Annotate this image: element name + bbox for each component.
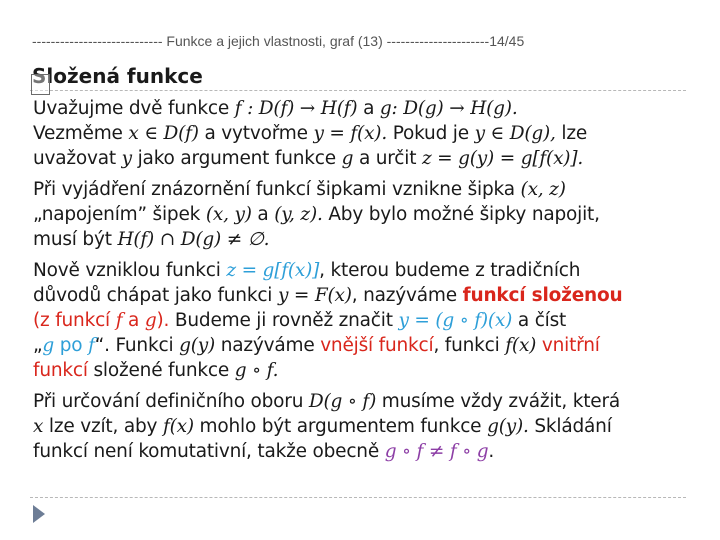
paragraph-composite xyxy=(33,258,693,383)
body-line: Nově vzniklou funkci z = g[f(x)], kterou budeme z tradičních xyxy=(33,260,581,281)
body-line: funkcí složené funkce g ∘ f. xyxy=(33,360,279,381)
body-line: funkcí není komutativní, takže obecně g ∘ f ≠ f ∘ g. xyxy=(33,441,495,462)
paragraph-arrows xyxy=(33,177,693,252)
body-line: (z funkcí f a g). Budeme ji rovněž značit y = (g ∘ f)(x) a číst xyxy=(33,310,567,331)
body-line: Při určování definičního oboru D(g ∘ f) musíme vždy zvážit, která xyxy=(33,391,620,412)
triangle-right-icon[interactable] xyxy=(33,505,45,523)
paragraph-domain xyxy=(33,389,693,464)
body-line: Vezměme x ∈ D(f) a vytvořme y = f(x). Pokud je y ∈ D(g), lze xyxy=(33,123,588,144)
body-line: x lze vzít, aby f(x) mohlo být argumentem funkce g(y). Skládání xyxy=(33,416,612,437)
body-line: Při vyjádření znázornění funkcí šipkami vznikne šipka (x, z) xyxy=(33,179,566,200)
slide-title: Složená funkce xyxy=(32,64,203,88)
body-line: musí být H(f) ∩ D(g) ≠ ∅. xyxy=(33,229,270,250)
top-separator xyxy=(30,90,686,91)
body-line: Uvažujme dvě funkce f : D(f) → H(f) a g: D(g) → H(g). xyxy=(33,98,518,119)
bottom-separator xyxy=(30,497,686,498)
paragraph-definition xyxy=(33,96,693,171)
slide-body xyxy=(33,96,693,470)
body-line: „napojením” šipek (x, y) a (y, z). Aby bylo možné šipky napojit, xyxy=(33,204,600,225)
slide-header: ---------------------------- Funkce a jejich vlastnosti, graf (13) ----------------------14/45 xyxy=(32,33,525,49)
square-bullet-icon xyxy=(31,74,50,95)
body-line: uvažovat y jako argument funkce g a určit z = g(y) = g[f(x)]. xyxy=(33,148,584,169)
body-line: důvodů chápat jako funkci y = F(x), nazýváme funkcí složenou xyxy=(33,285,623,306)
body-line: „g po f“. Funkci g(y) nazýváme vnější funkcí, funkci f(x) vnitřní xyxy=(33,335,600,356)
